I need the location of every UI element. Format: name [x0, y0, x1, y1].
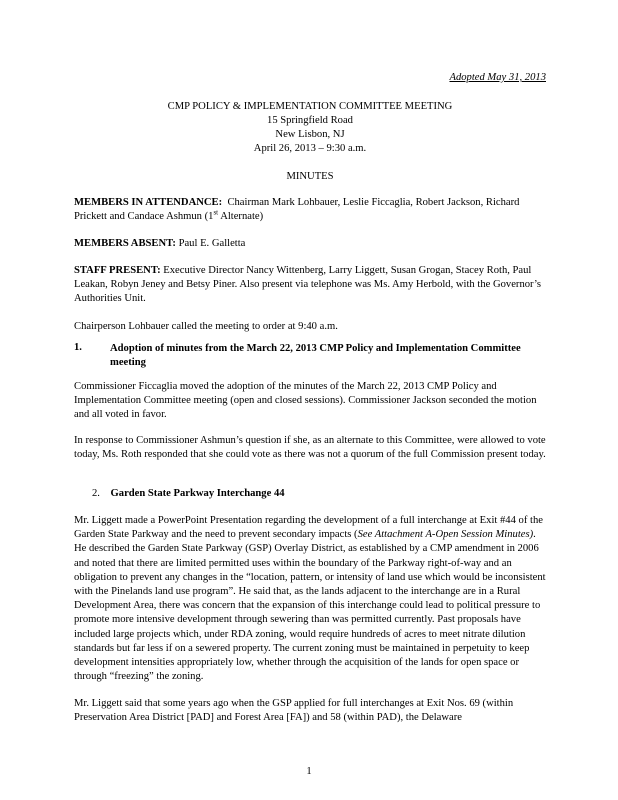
adoption-date: Adopted May 31, 2013 — [449, 72, 546, 83]
item1-heading: Adoption of minutes from the March 22, 2013 CMP Policy and Implementation Committee meeting — [110, 343, 521, 369]
staff-text: Executive Director Nancy Wittenberg, Larry Liggett, Susan Grogan, Stacey Roth, Paul Leakan, Robyn Jeney and Betsy Piner. Also present via telephone was Ms. Amy Herbold, with the Governor’s Authorities Unit. — [74, 265, 542, 305]
item1-number: 1. — [74, 342, 82, 353]
item1-paragraph-1: Commissioner Ficcaglia moved the adoption of the minutes of the March 22, 2013 CMP Policy and Implementation Committee meeting (open and closed sessions). Commissioner Jackson seconded the motion and all voted in favor. — [74, 381, 537, 421]
attendance-tail: Alternate) — [218, 211, 264, 223]
call-to-order: Chairperson Lohbauer called the meeting to order at 9:40 a.m. — [74, 321, 338, 332]
item1-paragraph-2: In response to Commissioner Ashmun’s question if she, as an alternate to this Committee, were allowed to vote today, Ms. Roth responded that she could vote as there was not a quorum of the full Commission present today. — [74, 435, 546, 461]
item2-paragraph-1 — [74, 514, 548, 684]
attendance-label: MEMBERS IN ATTENDANCE: — [74, 197, 223, 208]
attendance-sup: st — [213, 208, 219, 217]
absent-label: MEMBERS ABSENT: — [74, 238, 176, 249]
address-line-1: 15 Springfield Road — [267, 115, 353, 126]
item2-paragraph-2: Mr. Liggett said that some years ago when the GSP applied for full interchanges at Exit Nos. 69 (within Preservation Area District [PAD] and Forest Area [FA]) and 58 (within PAD), the Delaware — [74, 698, 514, 724]
item2-heading: Garden State Parkway Interchange 44 — [110, 488, 285, 499]
attendance-text: Chairman Mark Lohbauer, Leslie Ficcaglia, Robert Jackson, Richard Prickett and Candace Ashmun (1 — [74, 197, 520, 223]
absent-text: Paul E. Galletta — [175, 238, 246, 249]
staff-label: STAFF PRESENT: — [74, 265, 161, 276]
item2-p1-a: Mr. Liggett made a PowerPoint Presentation regarding the development of a full interchange at Exit #44 of the Garden State Parkway and the need to prevent secondary impacts ( — [74, 515, 543, 541]
item2-p1-b: . He described the Garden State Parkway (GSP) Overlay District, as established by a CMP amendment in 2006 and noted that there are limited permitted uses within the boundary of the Parkway right-of-way and an obligation to prevent any changes in the “location, pattern, or intensity of land use which would be inconsistent with the Pinelands land use program”. He said that, as the lands adjacent to the interchange are in a Rural Development Area, there was concern that the expansion of this interchange could lead to political pressure to promote more intensive development through sewering than was permitted currently. Past proposals have included large projects which, under RDA zoning, would require hundreds of acres to meet nitrate dilution standards but far less if on a sewered property. The current zoning must be maintained in perpetuity to keep development intensities appropriately low, whether through the acquisition of the lands for open space or through “freezing” the zoning. — [74, 529, 546, 683]
address-line-2: New Lisbon, NJ — [275, 129, 345, 140]
meeting-title: CMP POLICY & IMPLEMENTATION COMMITTEE MEETING — [167, 101, 453, 112]
item2-heading-line — [92, 488, 285, 499]
minutes-heading: MINUTES — [286, 171, 334, 182]
meeting-datetime: April 26, 2013 – 9:30 a.m. — [253, 143, 367, 154]
staff-paragraph — [74, 264, 548, 307]
absent-paragraph — [74, 237, 548, 251]
item2-number: 2. — [92, 488, 100, 499]
attendance-paragraph — [74, 196, 548, 224]
item2-p1-italic: See Attachment A-Open Session Minutes) — [357, 529, 534, 541]
page-number: 1 — [306, 766, 312, 777]
